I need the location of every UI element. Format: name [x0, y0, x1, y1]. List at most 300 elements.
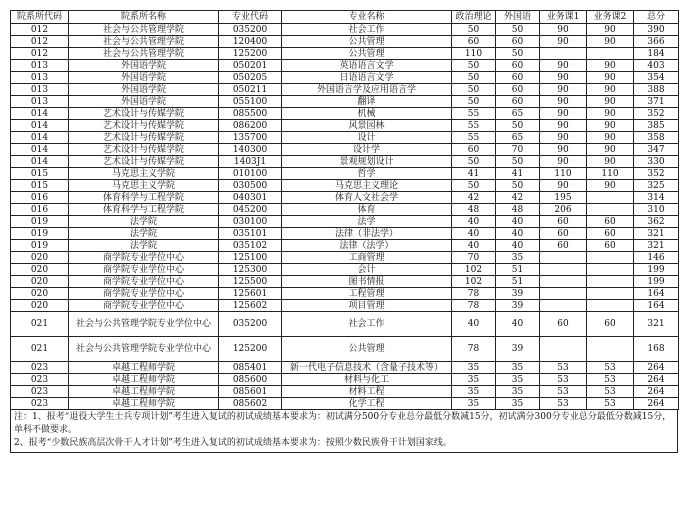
table-row [11, 264, 679, 276]
dept-code-cell: 020 [11, 264, 69, 276]
header-course-2: 业务课2 [587, 11, 634, 24]
course2-score-cell: 53 [587, 386, 634, 398]
table-row [11, 144, 679, 156]
foreign-language-score-cell: 48 [496, 204, 540, 216]
table-row [11, 288, 679, 300]
course2-score-cell: 90 [587, 144, 634, 156]
major-code-cell: 035200 [219, 312, 282, 337]
dept-name-cell: 社会与公共管理学院 [69, 24, 219, 36]
table-row [11, 156, 679, 168]
politics-score-cell: 50 [452, 180, 496, 192]
course1-score-cell: 90 [540, 96, 587, 108]
dept-name-cell: 商学院专业学位中心 [69, 300, 219, 312]
header-foreign-language: 外国语 [496, 11, 540, 24]
course1-score-cell: 90 [540, 24, 587, 36]
politics-score-cell: 50 [452, 96, 496, 108]
header-major-code: 专业代码 [219, 11, 282, 24]
course1-score-cell [540, 288, 587, 300]
total-score-cell: 390 [634, 24, 679, 36]
major-name-cell: 项目管理 [282, 300, 452, 312]
total-score-cell: 403 [634, 60, 679, 72]
foreign-language-score-cell: 35 [496, 398, 540, 410]
course1-score-cell: 53 [540, 374, 587, 386]
dept-code-cell: 015 [11, 180, 69, 192]
dept-code-cell: 019 [11, 240, 69, 252]
table-row [11, 374, 679, 386]
foreign-language-score-cell: 60 [496, 36, 540, 48]
foreign-language-score-cell: 35 [496, 252, 540, 264]
course2-score-cell: 60 [587, 312, 634, 337]
dept-code-cell: 012 [11, 36, 69, 48]
major-name-cell: 设计 [282, 132, 452, 144]
politics-score-cell: 50 [452, 72, 496, 84]
dept-name-cell: 卓越工程师学院 [69, 362, 219, 374]
dept-code-cell: 023 [11, 362, 69, 374]
foreign-language-score-cell: 35 [496, 374, 540, 386]
table-row [11, 36, 679, 48]
course1-score-cell: 90 [540, 180, 587, 192]
course1-score-cell: 90 [540, 108, 587, 120]
dept-code-cell: 014 [11, 108, 69, 120]
course1-score-cell: 60 [540, 228, 587, 240]
footnote-line-1: 注：1、报考“退役大学生士兵专项计划”考生进入复试的初试成绩基本要求为：初试满分500分专业总分最低分数减15分，初试满分300分专业总分最低分数减15分，单科不做要求。 [14, 412, 672, 435]
politics-score-cell: 50 [452, 156, 496, 168]
foreign-language-score-cell: 50 [496, 180, 540, 192]
table-header-row [11, 11, 679, 24]
header-politics: 政治理论 [452, 11, 496, 24]
total-score-cell: 146 [634, 252, 679, 264]
course2-score-cell: 53 [587, 362, 634, 374]
total-score-cell: 199 [634, 276, 679, 288]
major-code-cell: 050205 [219, 72, 282, 84]
course1-score-cell: 90 [540, 120, 587, 132]
course2-score-cell [587, 204, 634, 216]
course2-score-cell [587, 288, 634, 300]
major-name-cell: 工商管理 [282, 252, 452, 264]
table-row [11, 84, 679, 96]
total-score-cell: 164 [634, 300, 679, 312]
total-score-cell: 164 [634, 288, 679, 300]
dept-name-cell: 卓越工程师学院 [69, 398, 219, 410]
politics-score-cell: 40 [452, 312, 496, 337]
course2-score-cell: 60 [587, 228, 634, 240]
politics-score-cell: 50 [452, 24, 496, 36]
course1-score-cell: 60 [540, 240, 587, 252]
major-name-cell: 机械 [282, 108, 452, 120]
politics-score-cell: 35 [452, 374, 496, 386]
course2-score-cell: 90 [587, 24, 634, 36]
foreign-language-score-cell: 35 [496, 386, 540, 398]
total-score-cell: 352 [634, 108, 679, 120]
major-name-cell: 会计 [282, 264, 452, 276]
table-row [11, 386, 679, 398]
major-code-cell: 085500 [219, 108, 282, 120]
dept-name-cell: 艺术设计与传媒学院 [69, 144, 219, 156]
foreign-language-score-cell: 60 [496, 60, 540, 72]
major-name-cell: 新一代电子信息技术（含量子技术等） [282, 362, 452, 374]
major-code-cell: 085601 [219, 386, 282, 398]
course2-score-cell [587, 276, 634, 288]
course2-score-cell: 90 [587, 96, 634, 108]
table-row [11, 276, 679, 288]
major-code-cell: 030100 [219, 216, 282, 228]
major-code-cell: 035200 [219, 24, 282, 36]
foreign-language-score-cell: 65 [496, 108, 540, 120]
course2-score-cell [587, 264, 634, 276]
dept-name-cell: 商学院专业学位中心 [69, 252, 219, 264]
major-code-cell: 125100 [219, 252, 282, 264]
course1-score-cell: 53 [540, 362, 587, 374]
politics-score-cell: 78 [452, 300, 496, 312]
total-score-cell: 264 [634, 374, 679, 386]
course1-score-cell [540, 276, 587, 288]
dept-code-cell: 023 [11, 386, 69, 398]
major-name-cell: 材料与化工 [282, 374, 452, 386]
major-name-cell: 体育 [282, 204, 452, 216]
foreign-language-score-cell: 60 [496, 72, 540, 84]
course2-score-cell: 90 [587, 132, 634, 144]
major-code-cell: 035102 [219, 240, 282, 252]
dept-code-cell: 013 [11, 96, 69, 108]
politics-score-cell: 60 [452, 144, 496, 156]
course1-score-cell: 60 [540, 312, 587, 337]
table-row [11, 48, 679, 60]
major-code-cell: 125200 [219, 337, 282, 362]
major-name-cell: 工程管理 [282, 288, 452, 300]
politics-score-cell: 70 [452, 252, 496, 264]
course2-score-cell: 90 [587, 156, 634, 168]
table-row [11, 228, 679, 240]
dept-name-cell: 体育科学与工程学院 [69, 204, 219, 216]
dept-name-cell: 艺术设计与传媒学院 [69, 156, 219, 168]
table-row [11, 96, 679, 108]
dept-name-cell: 马克思主义学院 [69, 168, 219, 180]
course2-score-cell: 90 [587, 72, 634, 84]
major-code-cell: 085602 [219, 398, 282, 410]
politics-score-cell: 55 [452, 108, 496, 120]
dept-name-cell: 法学院 [69, 216, 219, 228]
course2-score-cell [587, 300, 634, 312]
course2-score-cell: 90 [587, 60, 634, 72]
foreign-language-score-cell: 51 [496, 276, 540, 288]
table-row [11, 192, 679, 204]
total-score-cell: 264 [634, 398, 679, 410]
course1-score-cell [540, 264, 587, 276]
politics-score-cell: 102 [452, 276, 496, 288]
dept-code-cell: 013 [11, 60, 69, 72]
major-name-cell: 公共管理 [282, 48, 452, 60]
foreign-language-score-cell: 51 [496, 264, 540, 276]
foreign-language-score-cell: 70 [496, 144, 540, 156]
table-row [11, 132, 679, 144]
dept-code-cell: 021 [11, 337, 69, 362]
foreign-language-score-cell: 60 [496, 96, 540, 108]
foreign-language-score-cell: 50 [496, 48, 540, 60]
header-dept-code: 院系所代码 [11, 11, 69, 24]
politics-score-cell: 50 [452, 60, 496, 72]
major-name-cell: 日语语言文学 [282, 72, 452, 84]
major-name-cell: 外国语言学及应用语言学 [282, 84, 452, 96]
politics-score-cell: 102 [452, 264, 496, 276]
foreign-language-score-cell: 41 [496, 168, 540, 180]
dept-name-cell: 马克思主义学院 [69, 180, 219, 192]
dept-code-cell: 013 [11, 84, 69, 96]
course2-score-cell: 53 [587, 374, 634, 386]
table-row [11, 180, 679, 192]
table-row [11, 60, 679, 72]
major-code-cell: 086200 [219, 120, 282, 132]
course1-score-cell: 195 [540, 192, 587, 204]
table-row [11, 168, 679, 180]
major-name-cell: 景观规划设计 [282, 156, 452, 168]
foreign-language-score-cell: 42 [496, 192, 540, 204]
course1-score-cell: 110 [540, 168, 587, 180]
major-name-cell: 公共管理 [282, 337, 452, 362]
total-score-cell: 321 [634, 312, 679, 337]
total-score-cell: 264 [634, 362, 679, 374]
course2-score-cell [587, 192, 634, 204]
major-code-cell: 085600 [219, 374, 282, 386]
total-score-cell: 264 [634, 386, 679, 398]
major-code-cell: 125300 [219, 264, 282, 276]
foreign-language-score-cell: 40 [496, 228, 540, 240]
major-name-cell: 法学 [282, 216, 452, 228]
major-code-cell: 050201 [219, 60, 282, 72]
total-score-cell: 321 [634, 240, 679, 252]
dept-name-cell: 艺术设计与传媒学院 [69, 132, 219, 144]
dept-name-cell: 艺术设计与传媒学院 [69, 120, 219, 132]
major-code-cell: 040301 [219, 192, 282, 204]
major-code-cell: 050211 [219, 84, 282, 96]
dept-name-cell: 卓越工程师学院 [69, 386, 219, 398]
dept-name-cell: 艺术设计与传媒学院 [69, 108, 219, 120]
course2-score-cell: 90 [587, 36, 634, 48]
dept-name-cell: 卓越工程师学院 [69, 374, 219, 386]
total-score-cell: 184 [634, 48, 679, 60]
total-score-cell: 314 [634, 192, 679, 204]
major-name-cell: 法律（非法学） [282, 228, 452, 240]
major-name-cell: 哲学 [282, 168, 452, 180]
total-score-cell: 388 [634, 84, 679, 96]
foreign-language-score-cell: 50 [496, 156, 540, 168]
politics-score-cell: 55 [452, 120, 496, 132]
major-name-cell: 社会工作 [282, 312, 452, 337]
course2-score-cell: 60 [587, 216, 634, 228]
dept-code-cell: 012 [11, 48, 69, 60]
foreign-language-score-cell: 50 [496, 120, 540, 132]
dept-name-cell: 体育科学与工程学院 [69, 192, 219, 204]
course1-score-cell: 60 [540, 216, 587, 228]
dept-name-cell: 法学院 [69, 240, 219, 252]
major-code-cell: 120400 [219, 36, 282, 48]
major-code-cell: 135700 [219, 132, 282, 144]
table-row [11, 204, 679, 216]
course1-score-cell [540, 48, 587, 60]
dept-name-cell: 社会与公共管理学院专业学位中心 [69, 312, 219, 337]
foreign-language-score-cell: 60 [496, 84, 540, 96]
header-dept-name: 院系所名称 [69, 11, 219, 24]
course1-score-cell: 206 [540, 204, 587, 216]
course1-score-cell [540, 252, 587, 264]
table-row [11, 108, 679, 120]
politics-score-cell: 110 [452, 48, 496, 60]
foreign-language-score-cell: 50 [496, 24, 540, 36]
major-name-cell: 翻译 [282, 96, 452, 108]
dept-code-cell: 014 [11, 132, 69, 144]
major-name-cell: 英语语言文学 [282, 60, 452, 72]
politics-score-cell: 48 [452, 204, 496, 216]
major-name-cell: 社会工作 [282, 24, 452, 36]
major-name-cell: 法律（法学） [282, 240, 452, 252]
politics-score-cell: 41 [452, 168, 496, 180]
course2-score-cell: 110 [587, 168, 634, 180]
dept-code-cell: 014 [11, 120, 69, 132]
foreign-language-score-cell: 40 [496, 216, 540, 228]
major-code-cell: 140300 [219, 144, 282, 156]
total-score-cell: 362 [634, 216, 679, 228]
table-row [11, 240, 679, 252]
table-row [11, 337, 679, 362]
foreign-language-score-cell: 39 [496, 337, 540, 362]
course2-score-cell [587, 337, 634, 362]
dept-name-cell: 商学院专业学位中心 [69, 276, 219, 288]
course1-score-cell: 90 [540, 60, 587, 72]
dept-code-cell: 020 [11, 252, 69, 264]
total-score-cell: 371 [634, 96, 679, 108]
dept-code-cell: 012 [11, 24, 69, 36]
major-code-cell: 035101 [219, 228, 282, 240]
table-row [11, 24, 679, 36]
dept-name-cell: 社会与公共管理学院 [69, 48, 219, 60]
major-name-cell: 化学工程 [282, 398, 452, 410]
dept-name-cell: 社会与公共管理学院专业学位中心 [69, 337, 219, 362]
total-score-cell: 168 [634, 337, 679, 362]
table-row [11, 312, 679, 337]
course2-score-cell: 60 [587, 240, 634, 252]
dept-code-cell: 019 [11, 216, 69, 228]
major-code-cell: 1403J1 [219, 156, 282, 168]
major-name-cell: 马克思主义理论 [282, 180, 452, 192]
major-code-cell: 010100 [219, 168, 282, 180]
dept-code-cell: 019 [11, 228, 69, 240]
dept-code-cell: 023 [11, 374, 69, 386]
total-score-cell: 385 [634, 120, 679, 132]
dept-code-cell: 016 [11, 204, 69, 216]
total-score-cell: 325 [634, 180, 679, 192]
header-total: 总分 [634, 11, 679, 24]
admission-score-document [10, 10, 678, 453]
dept-code-cell: 014 [11, 144, 69, 156]
course2-score-cell [587, 48, 634, 60]
course1-score-cell: 90 [540, 132, 587, 144]
score-table [10, 10, 679, 410]
dept-name-cell: 社会与公共管理学院 [69, 36, 219, 48]
major-name-cell: 图书情报 [282, 276, 452, 288]
major-code-cell: 030500 [219, 180, 282, 192]
foreign-language-score-cell: 40 [496, 240, 540, 252]
politics-score-cell: 55 [452, 132, 496, 144]
course1-score-cell [540, 300, 587, 312]
total-score-cell: 354 [634, 72, 679, 84]
politics-score-cell: 42 [452, 192, 496, 204]
major-name-cell: 公共管理 [282, 36, 452, 48]
foreign-language-score-cell: 40 [496, 312, 540, 337]
course2-score-cell [587, 252, 634, 264]
politics-score-cell: 40 [452, 216, 496, 228]
major-code-cell: 125200 [219, 48, 282, 60]
dept-code-cell: 020 [11, 300, 69, 312]
major-code-cell: 125601 [219, 288, 282, 300]
header-course-1: 业务课1 [540, 11, 587, 24]
dept-code-cell: 023 [11, 398, 69, 410]
dept-code-cell: 020 [11, 276, 69, 288]
dept-name-cell: 外国语学院 [69, 84, 219, 96]
total-score-cell: 321 [634, 228, 679, 240]
course2-score-cell: 90 [587, 180, 634, 192]
politics-score-cell: 50 [452, 84, 496, 96]
table-row [11, 362, 679, 374]
dept-name-cell: 商学院专业学位中心 [69, 264, 219, 276]
total-score-cell: 310 [634, 204, 679, 216]
table-row [11, 120, 679, 132]
course1-score-cell: 53 [540, 386, 587, 398]
dept-code-cell: 016 [11, 192, 69, 204]
politics-score-cell: 78 [452, 288, 496, 300]
dept-code-cell: 015 [11, 168, 69, 180]
politics-score-cell: 35 [452, 362, 496, 374]
dept-name-cell: 商学院专业学位中心 [69, 288, 219, 300]
total-score-cell: 352 [634, 168, 679, 180]
course2-score-cell: 53 [587, 398, 634, 410]
dept-code-cell: 013 [11, 72, 69, 84]
foreign-language-score-cell: 39 [496, 300, 540, 312]
course2-score-cell: 90 [587, 120, 634, 132]
dept-name-cell: 法学院 [69, 228, 219, 240]
header-major-name: 专业名称 [282, 11, 452, 24]
course1-score-cell: 90 [540, 144, 587, 156]
total-score-cell: 347 [634, 144, 679, 156]
table-row [11, 300, 679, 312]
politics-score-cell: 35 [452, 386, 496, 398]
dept-name-cell: 外国语学院 [69, 60, 219, 72]
course1-score-cell: 90 [540, 72, 587, 84]
course1-score-cell [540, 337, 587, 362]
politics-score-cell: 60 [452, 36, 496, 48]
total-score-cell: 199 [634, 264, 679, 276]
politics-score-cell: 78 [452, 337, 496, 362]
politics-score-cell: 40 [452, 240, 496, 252]
course2-score-cell: 90 [587, 84, 634, 96]
course1-score-cell: 90 [540, 84, 587, 96]
dept-name-cell: 外国语学院 [69, 96, 219, 108]
total-score-cell: 358 [634, 132, 679, 144]
total-score-cell: 330 [634, 156, 679, 168]
table-row [11, 72, 679, 84]
major-name-cell: 材料工程 [282, 386, 452, 398]
total-score-cell: 366 [634, 36, 679, 48]
footnote [10, 410, 678, 453]
foreign-language-score-cell: 65 [496, 132, 540, 144]
course2-score-cell: 90 [587, 108, 634, 120]
dept-code-cell: 014 [11, 156, 69, 168]
major-code-cell: 085401 [219, 362, 282, 374]
major-code-cell: 125602 [219, 300, 282, 312]
dept-code-cell: 021 [11, 312, 69, 337]
major-code-cell: 055100 [219, 96, 282, 108]
politics-score-cell: 35 [452, 398, 496, 410]
footnote-line-2: 2、报考“少数民族高层次骨干人才计划”考生进入复试的初试成绩基本要求为：按照少数民族骨干计划国家线。 [14, 438, 452, 448]
major-name-cell: 设计学 [282, 144, 452, 156]
